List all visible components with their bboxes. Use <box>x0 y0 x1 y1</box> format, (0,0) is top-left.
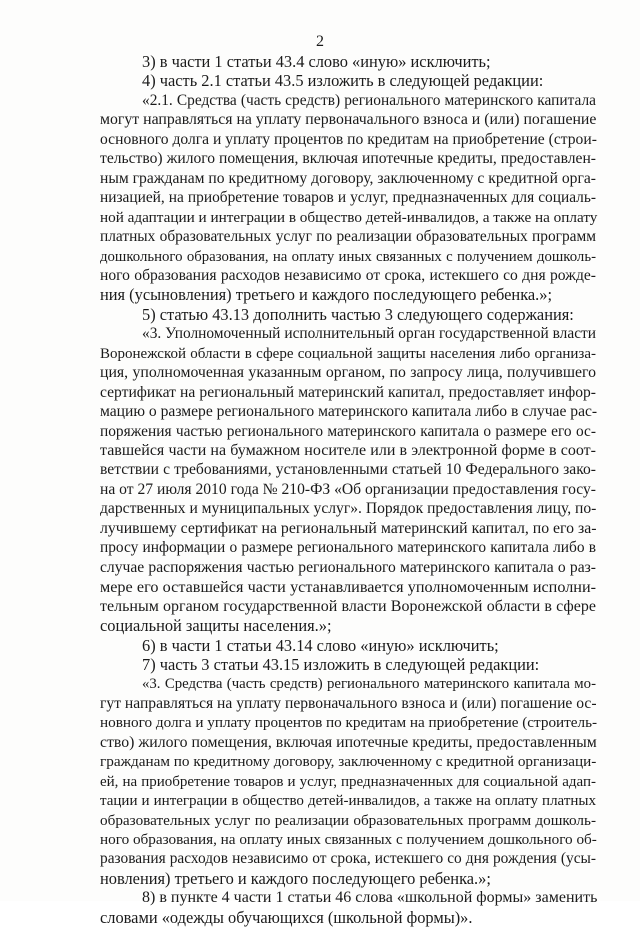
text-line: «3. Уполномоченный исполнительный орган государственной власти <box>142 325 596 343</box>
text-line: 8) в пункте 4 части 1 статьи 46 слова «школьной формы» заменить <box>142 889 598 907</box>
text-line: гут направляться на уплату первоначального взноса и (или) погашение ос- <box>100 694 597 712</box>
text-line: мацию о размере регионального материнского капитала либо в случае рас- <box>100 403 598 421</box>
text-line: лучившему сертификат на региональный материнский капитал, по его за- <box>100 519 597 537</box>
text-line: Воронежской области в сфере социальной защиты населения либо организа- <box>100 345 596 362</box>
text-line: тельство) жилого помещения, включая ипотечные кредиты, предоставлен- <box>100 150 596 168</box>
text-line: могут направляться на уплату первоначального взноса и (или) погашение <box>100 111 597 129</box>
text-line: 4) часть 2.1 статьи 43.5 изложить в следующей редакции: <box>142 71 544 91</box>
text-line: дарственных и муниципальных услуг». Порядок предоставления лицу, по- <box>100 500 597 518</box>
text-line: 6) в части 1 статьи 43.14 слово «иную» исключить; <box>142 635 499 655</box>
text-line: «3. Средства (часть средств) регионального материнского капитала мо- <box>142 676 596 693</box>
text-line: тавшейся части на бумажном носителе или в электронной форме в соот- <box>100 442 596 459</box>
text-line: низацией, на приобретение товаров и услуг, предназначенных для социаль- <box>100 189 596 207</box>
text-line: ной адаптации и интеграции в общество детей-инвалидов, а также на оплату <box>100 208 598 226</box>
text-line: ным гражданам по кредитному договору, заключенному с кредитной орга- <box>100 169 596 187</box>
text-line: ция, уполномоченная указанным органом, по запросу лица, получившего <box>100 364 596 382</box>
text-line: «2.1. Средства (часть средств) регионального материнского капитала <box>142 91 596 109</box>
text-line: 3) в части 1 статьи 43.4 слово «иную» исключить; <box>142 52 491 71</box>
text-line: просу информации о размере регионального материнского капитала либо в <box>100 539 596 557</box>
text-line: ей, на приобретение товаров и услуг, предназначенных для социальной адап- <box>100 773 596 790</box>
text-line: ния (усыновления) третьего и каждого последующего ребенка.»; <box>100 285 553 305</box>
text-line: словами «одежды обучающихся (школьной формы)». <box>100 907 473 927</box>
text-line: на от 27 июля 2010 года № 210-ФЗ «Об организации предоставления госу- <box>100 480 596 498</box>
text-line: сертификат на региональный материнский капитал, предоставляет инфор- <box>100 383 596 401</box>
text-line: ветствии с требованиями, установленными статьей 10 Федерального зако- <box>100 461 596 479</box>
text-line: поряжения частью регионального материнского капитала о размере его ос- <box>100 422 596 440</box>
text-line: дошкольного образования, на оплату иных связанных с получением дошколь- <box>100 248 596 265</box>
text-line: образовательных услуг по реализации образовательных программ дошколь- <box>100 811 596 829</box>
text-line: разования расходов независимо от срока, истекшего со дня рождения (усы- <box>100 850 596 868</box>
text-line: гражданам по кредитному договору, заключенному с кредитной организаци- <box>100 753 597 771</box>
text-line: ного образования расходов независимо от срока, истекшего со дня рожде- <box>100 266 596 284</box>
text-line: случае распоряжения частью регионального материнского капитала о раз- <box>100 558 596 576</box>
text-line: социальной защиты населения.»; <box>100 616 332 636</box>
text-line: 5) статью 43.13 дополнить частью 3 следующего содержания: <box>142 304 574 324</box>
text-line: ного образования, на оплату иных связанных с получением дошкольного об- <box>100 831 597 848</box>
text-line: 7) часть 3 статьи 43.15 изложить в следующей редакции: <box>142 654 540 674</box>
text-line: основного долга и уплату процентов по кредитам на приобретение (строи- <box>100 130 597 148</box>
text-line: тации и интеграции в общество детей-инвалидов, а также на оплату платных <box>100 793 596 810</box>
text-line: ство) жилого помещения, включая ипотечные кредиты, предоставленным <box>100 733 597 751</box>
text-line: тельным органом государственной власти Воронежской области в сфере <box>100 597 596 615</box>
text-line: новного долга и уплату процентов по кредитам на приобретение (строитель- <box>100 714 598 732</box>
text-line: мере его оставшейся части устанавливается уполномоченным исполни- <box>100 578 596 597</box>
text-line: платных образовательных услуг по реализации образовательных программ <box>100 228 596 246</box>
page-number: 2 <box>316 33 324 50</box>
text-line: новления) третьего и каждого последующего ребенка.»; <box>100 868 491 888</box>
